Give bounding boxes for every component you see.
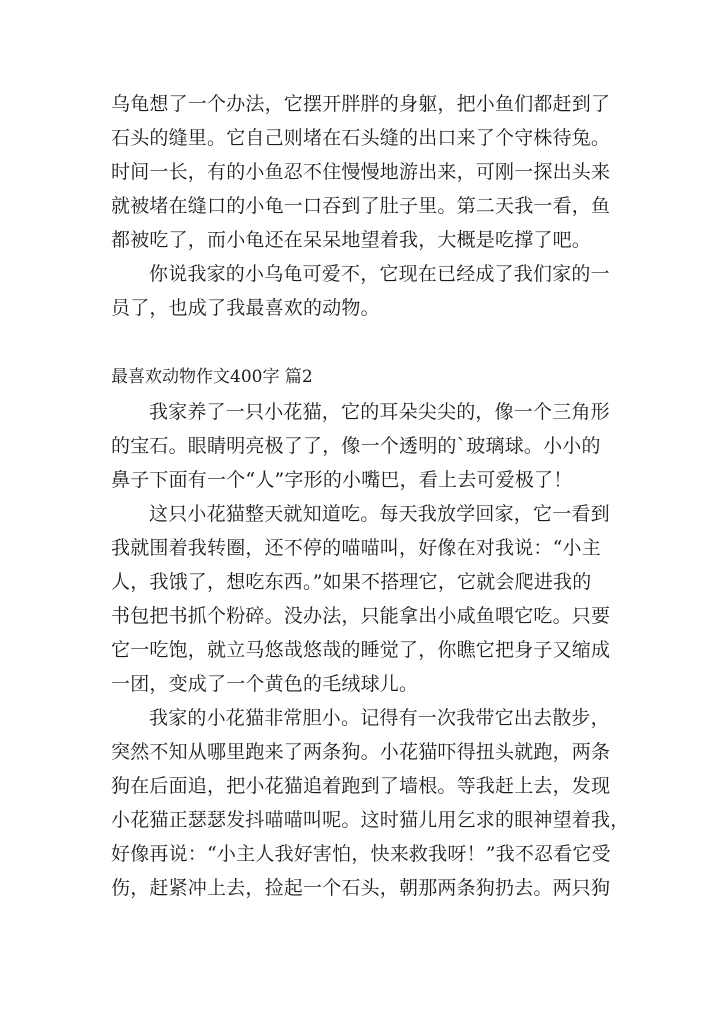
- paragraph-line: 伤，赶紧冲上去，捡起一个石头，朝那两条狗扔去。两只狗: [111, 877, 611, 899]
- paragraph-line: 石头的缝里。它自己则堵在石头缝的出口来了个守株待兔。: [111, 127, 611, 149]
- paragraph-line: 鼻子下面有一个“人”字形的小嘴巴，看上去可爱极了！: [111, 469, 573, 491]
- paragraph-line: 它一吃饱，就立马悠哉悠哉的睡觉了，你瞧它把身子又缩成: [111, 639, 611, 661]
- paragraph-line: 我家的小花猫非常胆小。记得有一次我带它出去散步，: [149, 707, 610, 729]
- paragraph-line: 我就围着我转圈，还不停的喵喵叫，好像在对我说：“小主: [111, 537, 601, 559]
- paragraph-line: 时间一长，有的小鱼忍不住慢慢地游出来，可刚一探出头来: [111, 161, 611, 183]
- paragraph-line: 好像再说：“小主人我好害怕，快来救我呀！”我不忍看它受: [111, 843, 611, 865]
- paragraph-line: 你说我家的小乌龟可爱不，它现在已经成了我们家的一: [149, 263, 610, 285]
- paragraph-line: 这只小花猫整天就知道吃。每天我放学回家，它一看到: [149, 503, 610, 525]
- paragraph-line: 的宝石。眼睛明亮极了了，像一个透明的`玻璃球。小小的: [111, 435, 601, 457]
- paragraph-line: 突然不知从哪里跑来了两条狗。小花猫吓得扭头就跑，两条: [111, 741, 611, 763]
- section-heading: 最喜欢动物作文400字 篇2: [111, 367, 313, 387]
- paragraph-line: 书包把书抓个粉碎。没办法，只能拿出小咸鱼喂它吃。只要: [111, 605, 611, 627]
- paragraph-line: 就被堵在缝口的小龟一口吞到了肚子里。第二天我一看，鱼: [111, 195, 611, 217]
- paragraph-line: 乌龟想了一个办法，它摆开胖胖的身躯，把小鱼们都赶到了: [111, 93, 611, 115]
- paragraph-line: 我家养了一只小花猫，它的耳朵尖尖的，像一个三角形: [149, 401, 610, 423]
- paragraph-line: 狗在后面追，把小花猫追着跑到了墙根。等我赶上去，发现: [111, 775, 611, 797]
- paragraph-line: 都被吃了，而小龟还在呆呆地望着我，大概是吃撑了吧。: [111, 229, 592, 251]
- paragraph-line: 人，我饿了，想吃东西。”如果不搭理它，它就会爬进我的: [111, 571, 592, 593]
- paragraph-line: 小花猫正瑟瑟发抖喵喵叫呢。这时猫儿用乞求的眼神望着我，: [111, 809, 630, 831]
- paragraph-line: 员了，也成了我最喜欢的动物。: [111, 297, 380, 319]
- paragraph-line: 一团，变成了一个黄色的毛绒球儿。: [111, 673, 419, 695]
